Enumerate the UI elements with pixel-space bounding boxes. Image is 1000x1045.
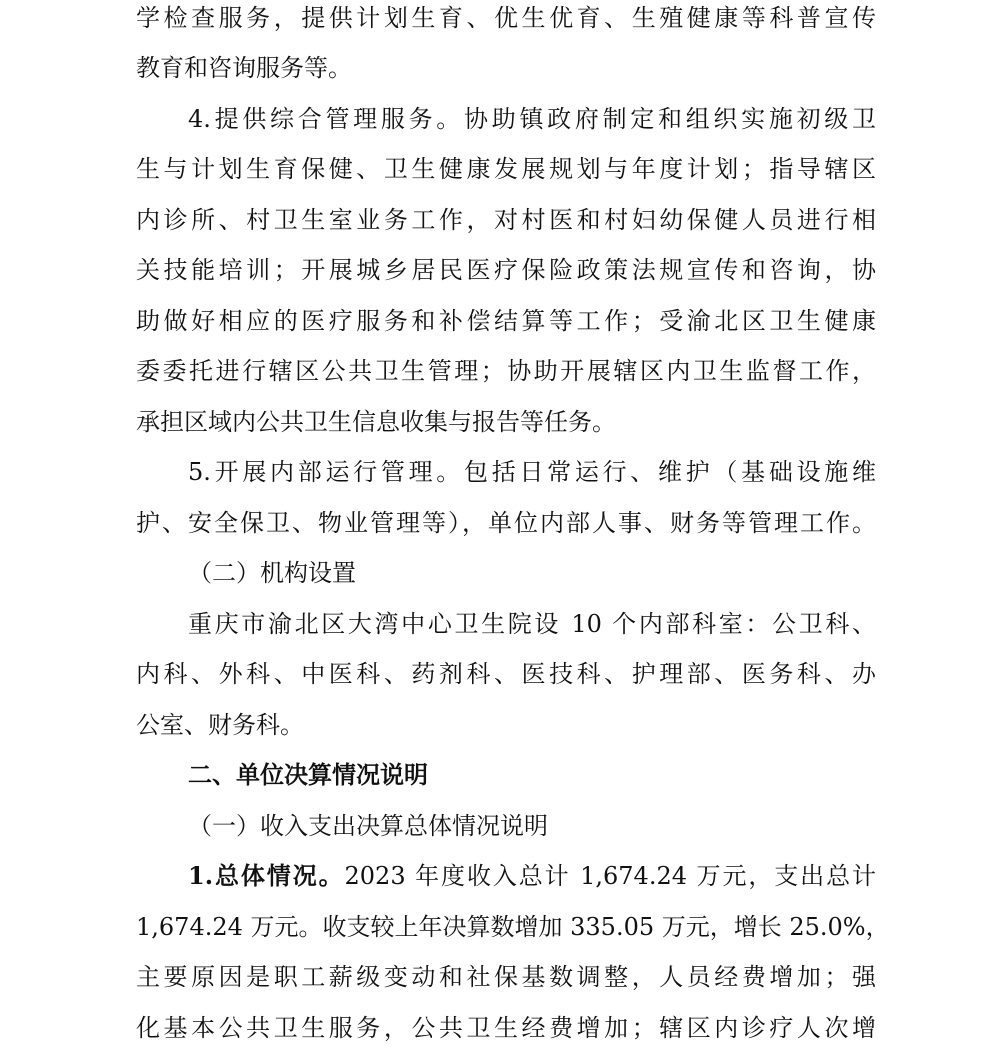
paragraph-line: 生与计划生育保健、卫生健康发展规划与年度计划；指导辖区 [136, 155, 876, 183]
paragraph-line: 内诊所、村卫生室业务工作，对村医和村妇幼保健人员进行相 [136, 206, 876, 234]
chapter-heading: 二、单位决算情况说明 [188, 761, 428, 789]
paragraph-line: 主要原因是职工薪级变动和社保基数调整，人员经费增加；强 [136, 963, 876, 991]
paragraph-line: 5.开展内部运行管理。包括日常运行、维护（基础设施维 [188, 458, 876, 486]
inline-heading: 1.总体情况。 [188, 861, 345, 890]
paragraph-line: 1,674.24 万元。收支较上年决算数增加 335.05 万元，增长 25.0%， [136, 913, 890, 941]
paragraph-line: 4.提供综合管理服务。协助镇政府制定和组织实施初级卫 [188, 105, 876, 133]
paragraph-line: 公室、财务科。 [136, 711, 304, 739]
paragraph-line: 关技能培训；开展城乡居民医疗保险政策法规宣传和咨询，协 [136, 256, 876, 284]
paragraph-line: 内科、外科、中医科、药剂科、医技科、护理部、医务科、办 [136, 660, 876, 688]
paragraph-line: 委委托进行辖区公共卫生管理；协助开展辖区内卫生监督工作， [136, 357, 876, 385]
paragraph-line: 助做好相应的医疗服务和补偿结算等工作；受渝北区卫生健康 [136, 307, 876, 335]
paragraph-line: 教育和咨询服务等。 [136, 54, 352, 82]
paragraph-line: 学检查服务，提供计划生育、优生优育、生殖健康等科普宣传 [136, 4, 876, 32]
paragraph-line: 化基本公共卫生服务，公共卫生经费增加；辖区内诊疗人次增 [136, 1014, 876, 1042]
paragraph-line-combined [188, 859, 876, 893]
inline-text: 2023 年度收入总计 1,674.24 万元，支出总计 [344, 862, 876, 890]
section-heading: （一）收入支出决算总体情况说明 [188, 812, 548, 840]
paragraph-line: 重庆市渝北区大湾中心卫生院设 10 个内部科室：公卫科、 [188, 610, 876, 638]
section-heading: （二）机构设置 [188, 559, 356, 587]
paragraph-line: 护、安全保卫、物业管理等），单位内部人事、财务等管理工作。 [136, 509, 876, 537]
paragraph-line: 承担区域内公共卫生信息收集与报告等任务。 [136, 408, 616, 436]
